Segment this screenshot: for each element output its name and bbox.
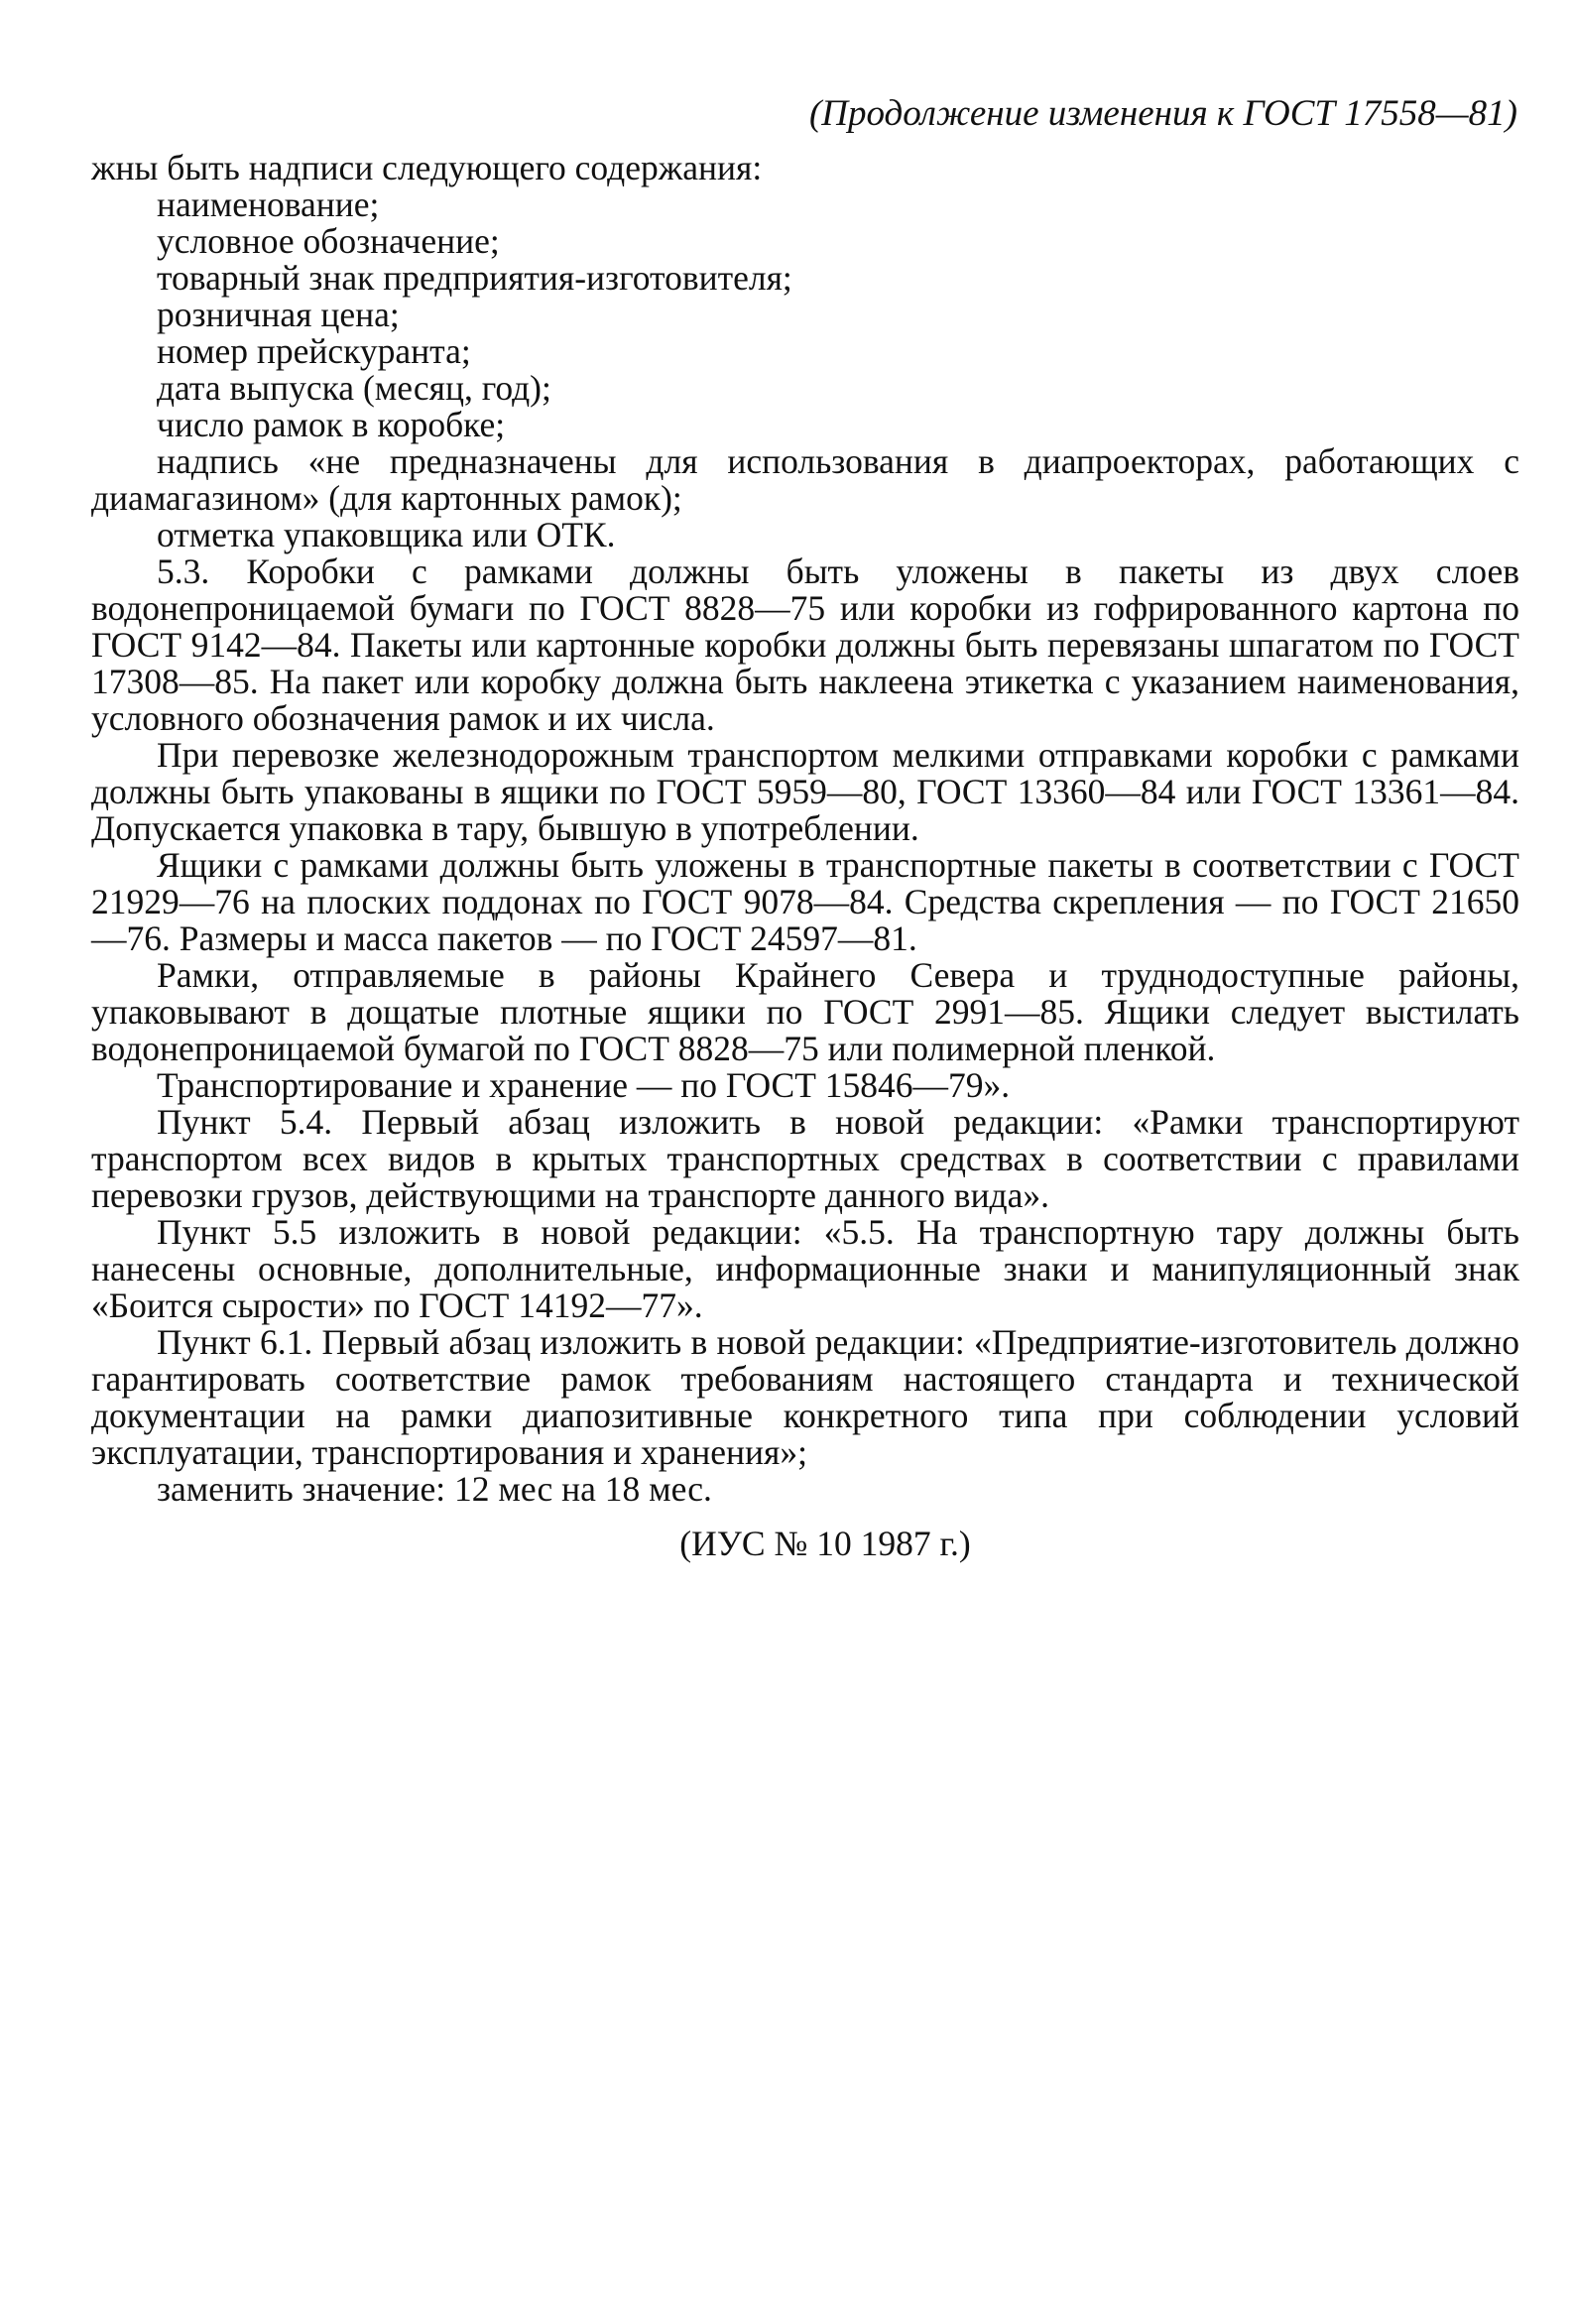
list-item: номер прейскуранта; xyxy=(157,331,471,371)
paragraph-far-north: Рамки, отправляемые в районы Крайнего Севера и труднодоступные районы, упаковывают в дощатые плотные ящики по ГОСТ 2991—85. Ящики следует выстилать водонепроницаемой бумагой по ГОСТ 8828—75 или полимерной пленкой. xyxy=(91,955,1519,1068)
list-item: число рамок в коробке; xyxy=(157,405,506,444)
paragraph-rail-transport: При перевозке железнодорожным транспортом мелкими отправками коробки с рамками должны быть упакованы в ящики по ГОСТ 5959—80, ГОСТ 13360—84 или ГОСТ 13361—84. Допускается упаковка в тару, бывшую в употреблении. xyxy=(91,735,1519,848)
list-item: отметка упаковщика или ОТК. xyxy=(157,515,616,554)
paragraph-5-5: Пункт 5.5 изложить в новой редакции: «5.5. На транспортную тару должны быть нанесены основные, дополнительные, информационные знаки и манипуляционный знак «Боится сырости» по ГОСТ 14192—77». xyxy=(91,1212,1519,1325)
paragraph-replace-value: заменить значение: 12 мес на 18 мес. xyxy=(157,1469,712,1509)
label-contents-list xyxy=(91,186,1519,553)
list-item: наименование; xyxy=(157,184,380,224)
paragraph-5-3: 5.3. Коробки с рамками должны быть уложены в пакеты из двух слоев водонепроницаемой бумаги по ГОСТ 8828—75 или коробки из гофрированного картона по ГОСТ 9142—84. Пакеты или картонные коробки должны быть перевязаны шпагатом по ГОСТ 17308—85. На пакет или коробку должна быть наклеена этикетка с указанием наименования, условного обозначения рамок и их числа. xyxy=(91,551,1519,738)
paragraph-transport-packages: Ящики с рамками должны быть уложены в транспортные пакеты в соответствии с ГОСТ 21929—76 на плоских поддонах по ГОСТ 9078—84. Средства скрепления — по ГОСТ 21650—76. Размеры и масса пакетов — по ГОСТ 24597—81. xyxy=(91,845,1519,958)
document-page xyxy=(91,94,1519,1562)
list-item: надпись «не предназначены для использования в диапроекторах, работающих с диамагазином» (для картонных рамок); xyxy=(91,441,1519,518)
list-item: условное обозначение; xyxy=(157,221,500,261)
list-item: товарный знак предприятия-изготовителя; xyxy=(157,258,792,298)
paragraph-storage: Транспортирование и хранение — по ГОСТ 15846—79». xyxy=(157,1065,1011,1105)
paragraph-6-1: Пункт 6.1. Первый абзац изложить в новой редакции: «Предприятие-изготовитель должно гарантировать соответствие рамок требованиям настоящего стандарта и технической документации на рамки диапозитивные конкретного типа при соблюдении условий эксплуатации, транспортирования и хранения»; xyxy=(91,1322,1519,1472)
list-item: дата выпуска (месяц, год); xyxy=(157,368,551,408)
source-reference: (ИУС № 10 1987 г.) xyxy=(679,1524,971,1563)
intro-line: жны быть надписи следующего содержания: xyxy=(91,148,763,187)
list-item: розничная цена; xyxy=(157,295,400,334)
continuation-header: (Продолжение изменения к ГОСТ 17558—81) xyxy=(808,93,1517,134)
paragraph-5-4: Пункт 5.4. Первый абзац изложить в новой редакции: «Рамки транспортируют транспортом всех видов в крытых транспортных средствах в соответствии с правилами перевозки грузов, действующими на транспорте данного вида». xyxy=(91,1102,1519,1215)
